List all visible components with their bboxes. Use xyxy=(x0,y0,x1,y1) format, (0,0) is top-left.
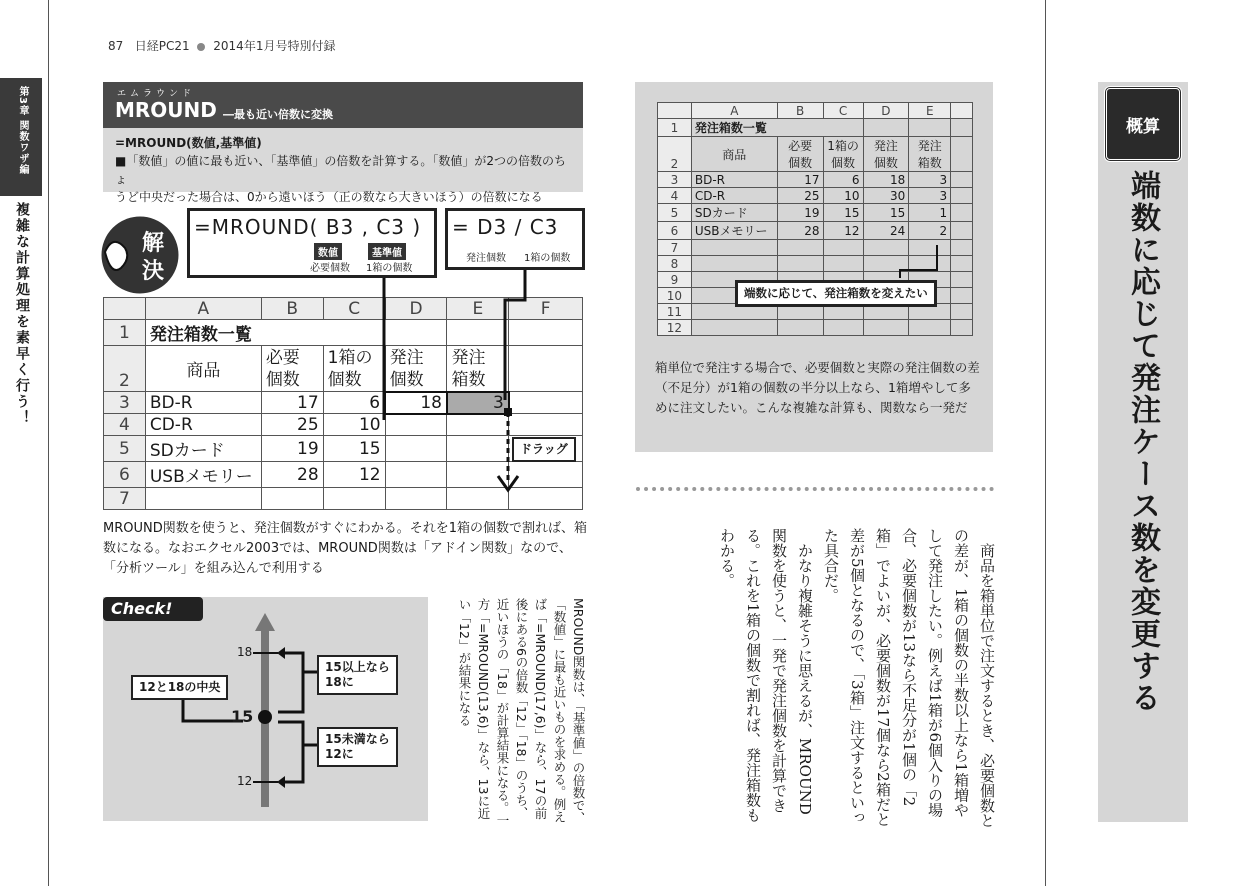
tick-15: 15 xyxy=(231,707,254,726)
tick-12: 12 xyxy=(237,774,253,788)
cell-order-qty xyxy=(385,414,447,436)
sheet-title: 発注箱数一覧 xyxy=(145,320,385,346)
caption-example: 箱単位で発注する場合で、必要個数と実際の発注個数の差（不足分）が1箱の個数の半分以上なら、1箱増やして多めに注文したい。こんな複雑な計算も、関数なら一発だ xyxy=(655,360,980,415)
row-header: 2 xyxy=(104,346,146,392)
row-header: 11 xyxy=(658,304,692,320)
row-header: 5 xyxy=(658,204,692,222)
col-header: D xyxy=(385,298,447,320)
col-header: A xyxy=(691,103,777,119)
col-header: F xyxy=(509,298,583,320)
header-item: 商品 xyxy=(691,137,777,172)
bullet-icon xyxy=(197,43,205,51)
row-header: 7 xyxy=(658,240,692,256)
body-paragraph-2: かなり複雑そうに思えるが、MROUND関数を使うと、一発で発注個数を計算できる。これを1箱の個数で割れば、発注箱数もわかる。 xyxy=(718,528,814,823)
row-header: 10 xyxy=(658,288,692,304)
cell-order-boxes: 1 xyxy=(909,204,951,222)
number-line-diagram xyxy=(103,597,428,821)
cell-per-box: 10 xyxy=(323,414,385,436)
function-ruby: エムラウンド xyxy=(117,89,196,99)
chapter-title: 複雑な計算処理を素早く行う！ xyxy=(14,202,30,426)
tick-18: 18 xyxy=(237,645,253,659)
function-syntax: =MROUND(数値,基準値) xyxy=(115,136,262,150)
header-per-box: 1箱の 個数 xyxy=(323,346,385,392)
function-header xyxy=(103,82,583,128)
col-header: C xyxy=(823,103,863,119)
col-header: D xyxy=(863,103,909,119)
cell-per-box: 6 xyxy=(823,172,863,188)
cell-order-boxes-selected: 3 xyxy=(447,392,509,414)
cell-item: SDカード xyxy=(145,436,261,462)
cell-required: 25 xyxy=(261,414,323,436)
cell-order-qty: 18 xyxy=(385,392,447,414)
function-description xyxy=(103,128,583,204)
cell-order-qty: 15 xyxy=(863,204,909,222)
callout-label: 端数に応じて、発注箱数を変えたい xyxy=(735,280,937,307)
col-header: E xyxy=(447,298,509,320)
drag-label: ドラッグ xyxy=(512,437,576,462)
main-title: 端数に応じて発注ケース数を変更する xyxy=(1125,170,1160,714)
caption-main: MROUND関数を使うと、発注個数がすぐにわかる。それを1箱の個数で割れば、箱数になる。なおエクセル2003では、MROUND関数は「アドイン関数」なので、「分析ツール」を組み込んで利用する xyxy=(103,521,588,576)
row-header: 6 xyxy=(104,462,146,488)
lower-label: 15未満なら 12に xyxy=(317,727,398,767)
check-panel xyxy=(103,597,428,821)
tag-base: 基準値 xyxy=(368,243,406,260)
row-header: 1 xyxy=(658,119,692,137)
cell-item: CD-R xyxy=(145,414,261,436)
row-header: 7 xyxy=(104,488,146,510)
row-header: 12 xyxy=(658,320,692,336)
formula-mround-text: =MROUND( B3 , C3 ) xyxy=(194,215,422,239)
cell-required: 19 xyxy=(261,436,323,462)
page-header xyxy=(108,37,335,54)
solve-badge xyxy=(95,212,185,298)
cell-order-qty: 18 xyxy=(863,172,909,188)
label-per-box-2: 1箱の個数 xyxy=(524,253,571,264)
cell-per-box: 12 xyxy=(823,222,863,240)
formula-divide-text: = D3 / C3 xyxy=(452,215,559,239)
cell-required: 17 xyxy=(261,392,323,414)
label-order-qty: 発注個数 xyxy=(466,253,506,264)
tag-number: 数値 xyxy=(314,243,342,260)
cell-per-box: 10 xyxy=(823,188,863,204)
cell-item: USBメモリー xyxy=(691,222,777,240)
cell-per-box: 15 xyxy=(323,436,385,462)
row-header: 8 xyxy=(658,256,692,272)
cell-item: BD-R xyxy=(145,392,261,414)
formula-divide xyxy=(445,208,585,270)
function-desc-line2: うど中央だった場合は、0から遠いほう（正の数なら大きいほう）の倍数になる xyxy=(115,190,543,204)
cell-required: 25 xyxy=(777,188,823,204)
header-required: 必要 個数 xyxy=(261,346,323,392)
function-subtitle: ―最も近い倍数に変換 xyxy=(223,108,333,121)
title-panel xyxy=(1098,82,1188,822)
cell-required: 19 xyxy=(777,204,823,222)
sheet2-title: 発注箱数一覧 xyxy=(691,119,863,137)
cell-required: 28 xyxy=(777,222,823,240)
row-header: 9 xyxy=(658,272,692,288)
main-spreadsheet xyxy=(103,297,583,510)
solve-bottom: 決 xyxy=(141,259,165,284)
header-order-boxes: 発注 箱数 xyxy=(447,346,509,392)
col-header: B xyxy=(777,103,823,119)
page-number: 87 xyxy=(108,39,124,53)
header-item: 商品 xyxy=(145,346,261,392)
col-header: B xyxy=(261,298,323,320)
midpoint-label: 12と18の中央 xyxy=(131,675,228,700)
row-header: 2 xyxy=(658,137,692,172)
cell-order-boxes: 3 xyxy=(909,188,951,204)
header-required: 必要 個数 xyxy=(777,137,823,172)
upper-label: 15以上なら 18に xyxy=(317,655,398,695)
col-header: A xyxy=(145,298,261,320)
cell-required: 17 xyxy=(777,172,823,188)
row-header: 1 xyxy=(104,320,146,346)
cell-order-boxes: 3 xyxy=(909,172,951,188)
header-order-qty: 発注 個数 xyxy=(863,137,909,172)
row-header: 5 xyxy=(104,436,146,462)
cell-item: USBメモリー xyxy=(145,462,261,488)
body-text xyxy=(636,528,1000,828)
function-name: MROUND xyxy=(115,98,217,122)
cell-order-qty: 30 xyxy=(863,188,909,204)
header-per-box: 1箱の 個数 xyxy=(823,137,863,172)
cell-per-box: 15 xyxy=(823,204,863,222)
category-badge: 概算 xyxy=(1104,86,1182,162)
check-text: MROUND関数は、「基準値」の倍数で、「数値」に最も近いものを求める。例えば「=MROUND(17,6)」なら、17の前後にある6の倍数「12」「18」のうち、近いほうの「18」が計算結果になる。一方「=MROUND(13,6)」なら、13に近い「12」が結果になる xyxy=(457,598,586,827)
cell-order-qty xyxy=(385,462,447,488)
cell-order-boxes xyxy=(447,462,509,488)
check-badge: Check! xyxy=(103,597,203,621)
cell-order-boxes xyxy=(447,414,509,436)
row-header: 4 xyxy=(658,188,692,204)
magazine-name: 日経PC21 xyxy=(134,39,190,53)
row-header: 4 xyxy=(104,414,146,436)
cell-required: 28 xyxy=(261,462,323,488)
arrow-up-icon xyxy=(255,613,275,631)
page-gutter-left xyxy=(48,0,49,886)
label-per-box: 1箱の個数 xyxy=(366,263,413,274)
cell-per-box: 6 xyxy=(323,392,385,414)
dotted-divider xyxy=(636,487,994,491)
row-header: 3 xyxy=(104,392,146,414)
cell-item: BD-R xyxy=(691,172,777,188)
formula-mround xyxy=(187,208,437,278)
function-desc-line1: ■「数値」の値に最も近い、「基準値」の倍数を計算する。「数値」が2つの倍数のちょ xyxy=(115,154,566,186)
row-header: 3 xyxy=(658,172,692,188)
cell-order-boxes: 2 xyxy=(909,222,951,240)
body-paragraph-1: 商品を箱単位で注文するとき、必要個数との差が、1箱の個数の半数以上なら1箱増やして発注したい。例えば1箱が6個入りの場合、必要個数が13なら不足分が1個の「2箱」でよいが、必要個数が17個なら2箱だと差が5個となるので、「3箱」注文するといった具合だ。 xyxy=(822,528,996,828)
midpoint-dot xyxy=(258,710,272,724)
corner-cell xyxy=(104,298,146,320)
cell-item: SDカード xyxy=(691,204,777,222)
cell-order-qty xyxy=(385,436,447,462)
col-header: C xyxy=(323,298,385,320)
col-header: E xyxy=(909,103,951,119)
cell-order-boxes xyxy=(447,436,509,462)
cell-order-qty: 24 xyxy=(863,222,909,240)
label-required: 必要個数 xyxy=(310,263,350,274)
chapter-tab: 第3章 関数ワザ編 xyxy=(0,78,42,196)
issue-name: 2014年1月号特別付録 xyxy=(213,39,336,53)
page-gutter-right xyxy=(1045,0,1046,886)
row-header: 6 xyxy=(658,222,692,240)
cell-per-box: 12 xyxy=(323,462,385,488)
solve-top: 解 xyxy=(141,231,165,256)
header-order-qty: 発注 個数 xyxy=(385,346,447,392)
header-order-boxes: 発注 箱数 xyxy=(909,137,951,172)
cell-item: CD-R xyxy=(691,188,777,204)
